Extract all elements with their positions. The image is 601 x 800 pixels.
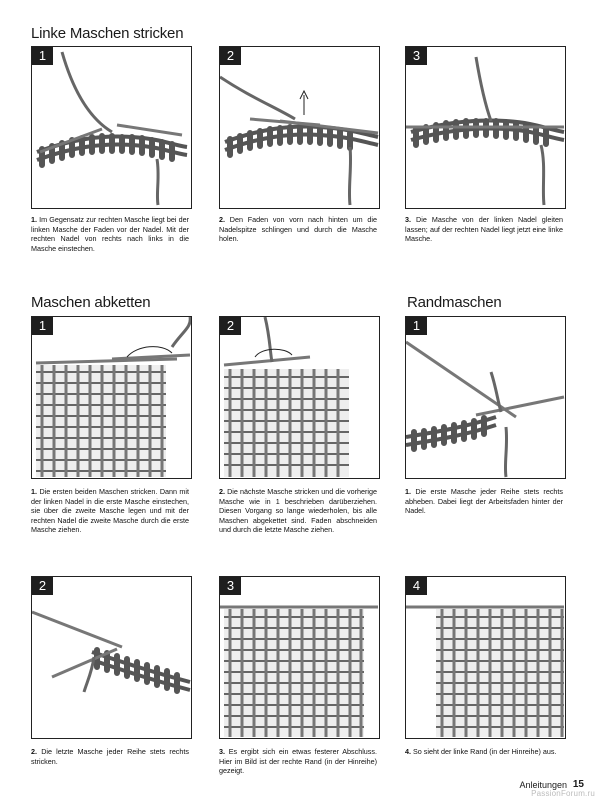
watermark: PassionForum.ru — [531, 789, 595, 798]
step-badge: 3 — [406, 47, 427, 65]
step-caption: 3. Die Masche von der linken Nadel gleiten lassen; auf der rechten Nadel liegt jetzt eine linke Masche. — [405, 215, 563, 244]
knitting-illustration — [32, 317, 192, 479]
knitting-illustration — [406, 577, 566, 739]
step-caption: 2. Die nächste Masche stricken und die vorherige Masche wie in 1 beschrieben darüberziehen. Diesen Vorgang so lange wiederholen, bis alle Maschen abgekettet sind. Faden abschneiden und durch die letzte Masche ziehen. — [219, 487, 378, 535]
section-title-purl: Linke Maschen stricken — [31, 25, 184, 42]
footer-section-label: Anleitungen — [519, 780, 567, 790]
knitting-illustration — [220, 577, 380, 739]
step-caption: 4. So sieht der linke Rand (in der Hinreihe) aus. — [405, 747, 557, 756]
step-caption: 1. Im Gegensatz zur rechten Masche liegt bei der linken Masche der Faden vor der Nadel. Mit der rechten Nadel von rechts nach links in die Masche einstechen. — [31, 215, 190, 253]
step-badge: 2 — [220, 47, 241, 65]
step-caption: 2. Die letzte Masche jeder Reihe stets rechts stricken. — [31, 747, 189, 766]
illustration-panel-edge-3 — [219, 576, 380, 739]
knitting-illustration — [220, 317, 380, 479]
knitting-illustration — [220, 47, 380, 209]
section-title-bindoff: Maschen abketten — [31, 294, 151, 311]
illustration-panel-purl-1 — [31, 46, 192, 209]
knitting-illustration — [406, 317, 566, 479]
knitting-illustration — [32, 47, 192, 209]
illustration-panel-bindoff-2 — [219, 316, 380, 479]
page-number: 15 — [572, 779, 584, 790]
step-caption: 1. Die ersten beiden Maschen stricken. Dann mit der linken Nadel in die erste Masche einstechen, sie über die zweite Masche legen und mit der rechten Nadel die zweite Masche durch die erste Masche ziehen. — [31, 487, 190, 535]
illustration-panel-purl-3 — [405, 46, 566, 209]
step-badge: 2 — [220, 317, 241, 335]
illustration-panel-purl-2 — [219, 46, 380, 209]
step-badge: 1 — [32, 317, 53, 335]
step-badge: 1 — [32, 47, 53, 65]
step-badge: 4 — [406, 577, 427, 595]
step-caption: 2. Den Faden von vorn nach hinten um die Nadelspitze schlingen und durch die Masche holen. — [219, 215, 377, 244]
step-badge: 2 — [32, 577, 53, 595]
illustration-panel-edge-1 — [405, 316, 566, 479]
knitting-illustration — [32, 577, 192, 739]
section-title-edge: Randmaschen — [407, 294, 502, 311]
step-caption: 3. Es ergibt sich ein etwas festerer Abschluss. Hier im Bild ist der rechte Rand (in der Hinreihe) gezeigt. — [219, 747, 377, 776]
illustration-panel-edge-4 — [405, 576, 566, 739]
illustration-panel-bindoff-1 — [31, 316, 192, 479]
step-badge: 1 — [406, 317, 427, 335]
knitting-illustration — [406, 47, 566, 209]
illustration-panel-edge-2 — [31, 576, 192, 739]
step-caption: 1. Die erste Masche jeder Reihe stets rechts abheben. Dabei liegt der Arbeitsfaden hinter der Nadel. — [405, 487, 563, 516]
step-badge: 3 — [220, 577, 241, 595]
